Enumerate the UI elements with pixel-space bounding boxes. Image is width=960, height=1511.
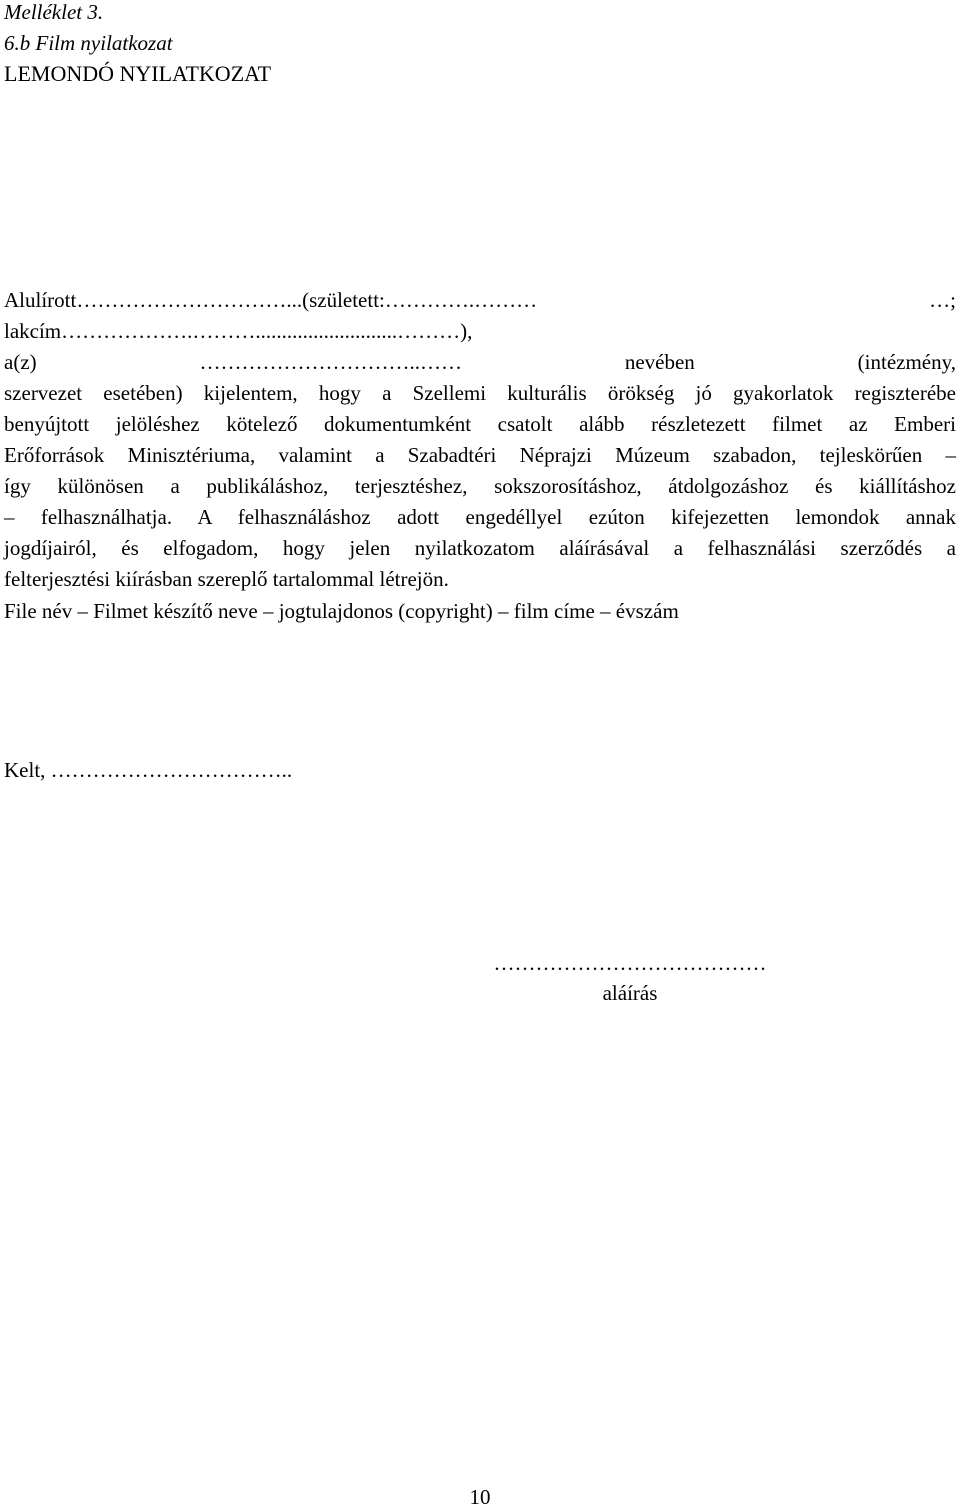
body-line-6: Erőforrások Minisztériuma, valamint a Szabadtéri Néprajzi Múzeum szabadon, tejleskörűen –	[4, 443, 956, 467]
body-line-1: Alulírott…………………………...(született:………….……… …;	[4, 288, 956, 312]
body-line-10: felterjesztési kiírásban szereplő tartalommal létrejön.	[4, 567, 449, 591]
section-label: 6.b Film nyilatkozat	[4, 31, 173, 55]
body-line-8: – felhasználhatja. A felhasználáshoz adott engedéllyel ezúton kifejezetten lemondok annak	[4, 505, 956, 529]
body-line-9: jogdíjairól, és elfogadom, hogy jelen nyilatkozatom aláírásával a felhasználási szerződés a	[4, 536, 956, 560]
film-fields-line: File név – Filmet készítő neve – jogtulajdonos (copyright) – film címe – évszám	[4, 599, 679, 623]
signature-label: aláírás	[602, 981, 658, 1005]
body-line-7: így különösen a publikáláshoz, terjesztéshez, sokszorosításhoz, átdolgozáshoz és kiállításhoz	[4, 474, 956, 498]
body-line-5: benyújtott jelöléshez kötelező dokumentumként csatolt alább részletezett filmet az Emberi	[4, 412, 956, 436]
body-line-3: a(z) …………………………..…… nevében (intézmény,	[4, 350, 956, 374]
date-line: Kelt, ……………………………..	[4, 758, 293, 782]
body-line-2: lakcím……………….………...........................………),	[4, 319, 473, 343]
body-line-4: szervezet esetében) kijelentem, hogy a Szellemi kulturális örökség jó gyakorlatok regiszterébe	[4, 381, 956, 405]
document-title: LEMONDÓ NYILATKOZAT	[4, 61, 272, 86]
page-number: 10	[469, 1485, 491, 1509]
signature-line: …………………………………	[493, 951, 767, 975]
annex-label: Melléklet 3.	[4, 0, 104, 24]
